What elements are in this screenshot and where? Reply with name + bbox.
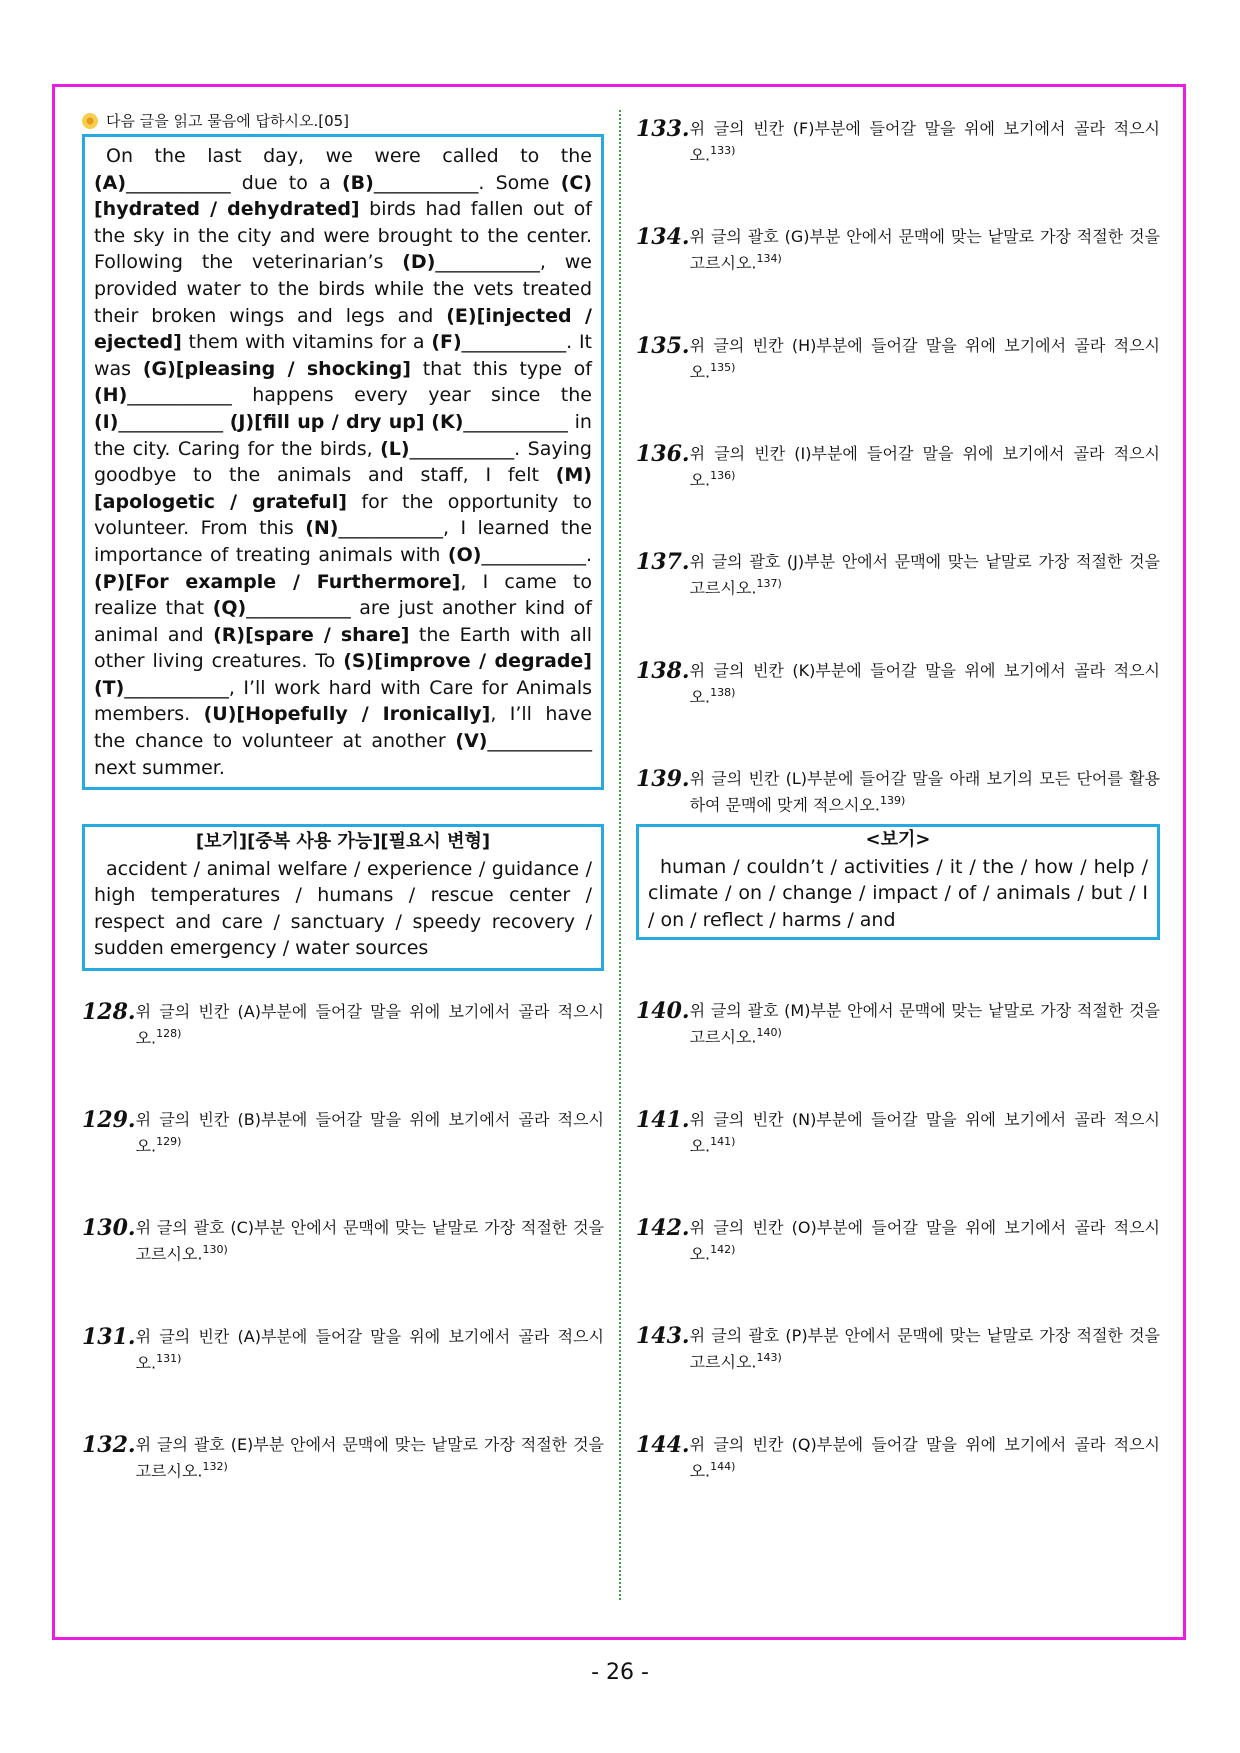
footnote-ref: 137): [756, 577, 782, 591]
passage-text: them with vitamins for a: [181, 331, 432, 354]
question-number: 135.: [636, 332, 690, 359]
footnote-ref: 138): [710, 685, 736, 699]
passage-text: ___________.: [481, 543, 592, 566]
question-body: 위 글의 괄호 (J)부분 안에서 문맥에 맞는 낱말로 가장 적절한 것을 고르시오.: [689, 552, 1160, 598]
blank-label: (K): [431, 410, 464, 433]
question-body: 위 글의 괄호 (E)부분 안에서 문맥에 맞는 낱말로 가장 적절한 것을 고르시오.: [135, 1435, 604, 1481]
question-129: [82, 1109, 604, 1157]
question-body: 위 글의 빈칸 (A)부분에 들어갈 말을 위에 보기에서 골라 적으시오.: [135, 1326, 604, 1373]
question-body: 위 글의 빈칸 (A)부분에 들어갈 말을 위에 보기에서 골라 적으시오.: [135, 1001, 604, 1048]
passage-text: ___________. Saying goodbye to the animals and staff, I felt: [94, 437, 592, 487]
blank-label: (L): [380, 437, 410, 460]
question-text: [690, 443, 1160, 491]
question-number: 134.: [636, 224, 690, 251]
footnote-ref: 128): [156, 1026, 182, 1040]
question-140: [636, 1000, 1160, 1048]
question-131: [82, 1323, 604, 1374]
question-number: 141.: [636, 1106, 690, 1133]
footnote-ref: 143): [756, 1351, 782, 1365]
blank-label: (T): [94, 676, 125, 699]
passage-text: birds had fallen out of the sky in the city and were brought to the center. Following the veterinarian’s: [94, 198, 592, 274]
question-text: [690, 1000, 1160, 1048]
passage-text: ___________, we provided water to the birds while the vets treated their broken wings and legs and: [94, 251, 592, 327]
flower-icon: [82, 113, 98, 129]
question-body: 위 글의 빈칸 (O)부분에 들어갈 말을 위에 보기에서 골라 적으시오.: [689, 1217, 1160, 1264]
passage-text: , I’ll have the chance to volunteer at another: [94, 703, 592, 753]
column-divider: [619, 110, 621, 1600]
right-column: [636, 110, 1160, 1482]
blank-label: (D): [402, 251, 436, 274]
choice-bracket: (S)[improve / degrade]: [343, 650, 592, 673]
question-text: [690, 1325, 1160, 1373]
question-number: 139.: [636, 765, 690, 792]
left-column: [82, 110, 604, 1482]
passage-text: ___________ happens every year since the: [127, 384, 592, 407]
question-body: 위 글의 괄호 (G)부분 안에서 문맥에 맞는 낱말로 가장 적절한 것을 고르시오.: [689, 227, 1160, 273]
question-135: [636, 332, 1160, 383]
blank-label: (Q): [212, 597, 247, 620]
blank-label: (N): [305, 517, 339, 540]
question-number: 129.: [82, 1107, 136, 1134]
choice-bracket: (R)[spare / share]: [213, 623, 410, 646]
question-139: [636, 765, 1160, 816]
question-number: 138.: [636, 657, 690, 684]
passage-text: On the last day, we were called to the: [106, 145, 592, 167]
question-number: 130.: [82, 1215, 136, 1242]
question-number: 137.: [636, 549, 690, 576]
question-body: 위 글의 빈칸 (B)부분에 들어갈 말을 위에 보기에서 골라 적으시오.: [135, 1110, 604, 1156]
question-number: 142.: [636, 1214, 690, 1241]
question-number: 140.: [636, 998, 690, 1025]
footnote-ref: 144): [710, 1459, 736, 1473]
choice-bracket: (E)[injected / ejected]: [94, 304, 592, 354]
question-137: [636, 551, 1160, 599]
word-scramble-box: [636, 824, 1160, 940]
footnote-ref: 133): [710, 144, 736, 157]
passage-text: that this type of: [410, 357, 592, 380]
question-text: [136, 1326, 604, 1374]
question-body: 위 글의 빈칸 (N)부분에 들어갈 말을 위에 보기에서 골라 적으시오.: [689, 1109, 1160, 1155]
instruction-text: 다음 글을 읽고 물음에 답하시오.[05]: [106, 112, 350, 130]
passage-text: ___________ due to a: [126, 171, 342, 194]
choice-bracket: (P)[For example / Furthermore]: [94, 570, 461, 593]
question-143: [636, 1325, 1160, 1373]
footnote-ref: 131): [156, 1351, 182, 1365]
question-body: 위 글의 괄호 (M)부분 안에서 문맥에 맞는 낱말로 가장 적절한 것을 고르시오.: [689, 1001, 1160, 1047]
question-body: 위 글의 괄호 (P)부분 안에서 문맥에 맞는 낱말로 가장 적절한 것을 고르시오.: [689, 1326, 1160, 1372]
question-text: [136, 1109, 604, 1157]
blank-label: (O): [447, 543, 482, 566]
question-body: 위 글의 빈칸 (L)부분에 들어갈 말을 아래 보기의 모든 단어를 활용하여 문맥에 맞게 적으시오.: [689, 768, 1160, 815]
passage-text: ___________, I learned the importance of treating animals with: [94, 517, 593, 566]
question-text: [690, 118, 1160, 166]
passage-text: ___________ are just another kind of animal and: [94, 597, 592, 646]
word-bank-box: [82, 824, 604, 971]
question-text: [690, 335, 1160, 383]
question-number: 132.: [82, 1432, 136, 1459]
choice-bracket: (G)[pleasing / shocking]: [142, 357, 411, 380]
question-text: [690, 660, 1160, 708]
passage-text: ___________ in the city. Caring for the birds,: [94, 410, 592, 460]
word-scramble-title: <보기>: [865, 829, 931, 851]
question-number: 128.: [82, 998, 136, 1025]
passage-text: ___________. Some: [373, 171, 561, 194]
blank-label: (A): [94, 171, 127, 194]
choice-bracket: (M)[apologetic / grateful]: [94, 464, 592, 513]
question-142: [636, 1214, 1160, 1265]
question-132: [82, 1434, 604, 1482]
question-text: [690, 226, 1160, 274]
instruction-header: [82, 110, 604, 131]
question-number: 144.: [636, 1431, 690, 1458]
question-number: 136.: [636, 440, 690, 467]
passage-text: ___________: [118, 410, 230, 433]
blank-label: (I): [94, 410, 119, 433]
question-text: [690, 768, 1160, 816]
question-text: [136, 1217, 604, 1265]
passage-paragraph: [94, 143, 592, 781]
passage-text: for the opportunity to volunteer. From this: [94, 490, 592, 540]
question-body: 위 글의 빈칸 (F)부분에 들어갈 말을 위에 보기에서 골라 적으시오.: [689, 119, 1160, 165]
passage-text: ___________, I’ll work hard with Care for Animals members.: [94, 676, 592, 726]
footnote-ref: 142): [710, 1242, 736, 1256]
question-text: [690, 1217, 1160, 1265]
question-128: [82, 998, 604, 1049]
question-body: 위 글의 빈칸 (K)부분에 들어갈 말을 위에 보기에서 골라 적으시오.: [689, 660, 1160, 706]
footnote-ref: 129): [156, 1135, 182, 1149]
blank-label: (V): [455, 730, 488, 753]
question-133: [636, 118, 1160, 166]
question-number: 133.: [636, 116, 690, 142]
passage-text: the Earth with all other living creatures. To: [94, 623, 593, 673]
question-144: [636, 1431, 1160, 1482]
footnote-ref: 132): [202, 1460, 228, 1474]
footnote-ref: 134): [756, 252, 782, 266]
question-text: [136, 1434, 604, 1482]
footnote-ref: 140): [756, 1026, 782, 1040]
question-body: 위 글의 빈칸 (I)부분에 들어갈 말을 위에 보기에서 골라 적으시오.: [689, 443, 1160, 490]
word-bank-title: [보기][중복 사용 가능][필요시 변형]: [195, 831, 491, 853]
question-136: [636, 440, 1160, 491]
page-number: - 26 -: [591, 1660, 649, 1685]
question-141: [636, 1106, 1160, 1157]
footnote-ref: 136): [710, 468, 736, 482]
passage-text: ___________ next summer.: [94, 730, 592, 779]
question-body: 위 글의 빈칸 (Q)부분에 들어갈 말을 위에 보기에서 골라 적으시오.: [689, 1434, 1160, 1480]
question-130: [82, 1217, 604, 1265]
question-text: [690, 1434, 1160, 1482]
question-body: 위 글의 괄호 (C)부분 안에서 문맥에 맞는 낱말로 가장 적절한 것을 고르시오.: [135, 1218, 604, 1264]
question-138: [636, 657, 1160, 708]
footnote-ref: 130): [202, 1243, 228, 1257]
passage-text: ___________. It was: [94, 331, 592, 380]
choice-bracket: (U)[Hopefully / Ironically]: [203, 703, 491, 726]
word-bank-words: accident / animal welfare / experience / guidance / high temperatures / humans / rescue center / respect and care / sanctuary / speedy recovery / sudden emergency / water sources: [94, 857, 592, 960]
question-text: [136, 1001, 604, 1049]
blank-label: (B): [341, 171, 374, 194]
question-text: [690, 551, 1160, 599]
word-scramble-words: human / couldn’t / activities / it / the / how / help / climate / on / change / impact / of / animals / but / I / on / reflect / harms / and: [648, 855, 1148, 931]
footnote-ref: 139): [879, 793, 906, 807]
footnote-ref: 141): [710, 1134, 736, 1148]
reading-passage: [82, 134, 604, 790]
passage-text: , I came to realize that: [94, 570, 592, 620]
blank-label: (F): [431, 331, 462, 354]
choice-bracket: (C)[hydrated / dehydrated]: [94, 171, 592, 221]
question-text: [690, 1109, 1160, 1157]
question-number: 131.: [82, 1323, 136, 1350]
choice-bracket: (J)[fill up / dry up]: [229, 410, 425, 433]
blank-label: (H): [94, 384, 128, 407]
question-body: 위 글의 빈칸 (H)부분에 들어갈 말을 위에 보기에서 골라 적으시오.: [689, 335, 1160, 381]
question-number: 143.: [636, 1323, 690, 1350]
footnote-ref: 135): [710, 360, 736, 374]
question-134: [636, 226, 1160, 274]
